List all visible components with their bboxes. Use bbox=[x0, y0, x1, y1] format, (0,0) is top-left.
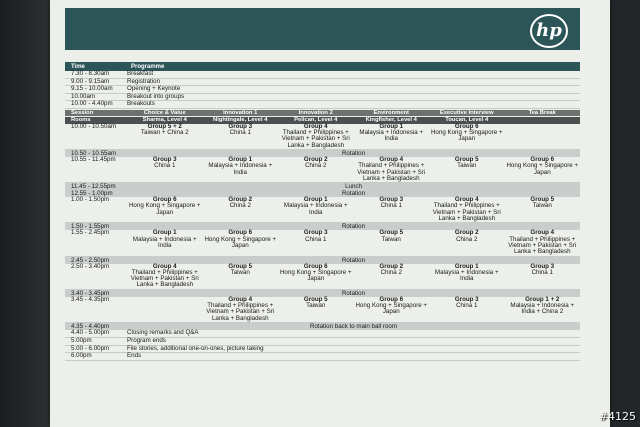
group-cell bbox=[278, 157, 354, 182]
group-countries: Taiwan bbox=[457, 162, 477, 170]
session-name: Environment bbox=[373, 109, 409, 116]
group-cell bbox=[505, 124, 581, 149]
group-name: Group 6 bbox=[530, 155, 555, 163]
group-name: Group 3 bbox=[228, 122, 253, 130]
group-countries: Thailand + Philippines + Vietnam + Pakistan + Sri Lanka + Bangladesh bbox=[432, 202, 501, 223]
break-time: 12.55 - 1.00pm bbox=[71, 190, 113, 198]
intro-time: 9.15 - 10.00am bbox=[71, 85, 113, 93]
group-countries: China 2 bbox=[456, 235, 478, 243]
room-name: Kingfisher, Level 4 bbox=[365, 117, 417, 124]
group-cell bbox=[354, 124, 430, 149]
group-cell bbox=[127, 297, 203, 322]
group-cell bbox=[203, 157, 279, 182]
group-cell bbox=[429, 297, 505, 322]
session-time: 2.50 - 3.40pm bbox=[71, 262, 110, 270]
session-row bbox=[65, 297, 580, 323]
group-countries: China 1 bbox=[380, 202, 402, 210]
group-countries: Thailand + Philippines + Vietnam + Pakistan + Sri Lanka + Bangladesh bbox=[508, 235, 577, 256]
session-time: 3.45 - 4.35pm bbox=[71, 295, 110, 303]
intro-text: Registration bbox=[127, 77, 161, 85]
group-countries: China 1 bbox=[305, 235, 327, 243]
group-name: Group 3 bbox=[530, 262, 555, 270]
room-name: Nightingale, Level 4 bbox=[213, 117, 268, 124]
group-countries: Taiwan bbox=[381, 235, 401, 243]
group-name: Group 1 bbox=[303, 196, 328, 204]
group-cell bbox=[278, 124, 354, 149]
group-countries: Malaysia + Indonesia + India bbox=[434, 268, 499, 283]
session-time: 10.55 - 11.45pm bbox=[71, 155, 116, 163]
group-cell bbox=[354, 230, 430, 255]
group-name: Group 4 bbox=[152, 262, 177, 270]
group-name: Group 5 + 2 bbox=[147, 122, 182, 130]
group-cell bbox=[203, 230, 279, 255]
group-countries: Malaysia + Indonesia + India bbox=[208, 162, 273, 176]
group-name: Group 4 bbox=[530, 229, 555, 237]
group-cell bbox=[278, 197, 354, 222]
session-name: Tea Break bbox=[528, 109, 556, 116]
group-name: Group 3 bbox=[303, 229, 328, 237]
session-time: 1.55 - 2.45pm bbox=[71, 229, 110, 237]
intro-time: 7.30 - 8.30am bbox=[71, 70, 110, 77]
group-name: Group 2 bbox=[454, 229, 479, 237]
session-name: Choice & Value bbox=[143, 109, 186, 116]
programme-header: Programme bbox=[131, 64, 165, 70]
session-time: 10.00 - 10.50am bbox=[71, 122, 117, 130]
group-countries: China 1 bbox=[154, 162, 176, 170]
session-row bbox=[65, 230, 580, 256]
group-countries: Thailand + Philippines + Vietnam + Pakistan + Sri Lanka + Bangladesh bbox=[130, 268, 199, 289]
group-cell bbox=[203, 124, 279, 149]
group-countries: Thailand + Philippines + Vietnam + Pakistan + Sri Lanka + Bangladesh bbox=[206, 302, 275, 322]
group-cell bbox=[429, 230, 505, 255]
group-name: Group 2 bbox=[303, 155, 328, 163]
group-cell bbox=[505, 197, 581, 222]
watermark: #4125 bbox=[598, 410, 636, 423]
break-row bbox=[65, 183, 580, 190]
group-countries: Hong Kong + Singapore + Japan bbox=[355, 302, 428, 316]
group-name: Group 5 bbox=[454, 155, 479, 163]
rooms-label: Rooms bbox=[71, 117, 91, 124]
break-label: Rotation bbox=[341, 289, 366, 297]
group-name: Group 5 bbox=[379, 229, 404, 237]
group-cell bbox=[127, 230, 203, 255]
break-label: Rotation bbox=[341, 149, 366, 157]
closing-text: File stories, additional one-on-ones, picture taking bbox=[127, 344, 264, 352]
session-row bbox=[65, 197, 580, 223]
closing-row bbox=[65, 353, 580, 361]
group-name: Group 3 bbox=[379, 196, 404, 204]
group-name: Group 4 bbox=[228, 295, 253, 303]
group-countries: Hong Kong + Singapore + Japan bbox=[430, 129, 503, 143]
group-countries: Malaysia + Indonesia + India bbox=[359, 129, 424, 143]
group-cell bbox=[278, 297, 354, 322]
group-name: Group 5 bbox=[228, 262, 253, 270]
group-name: Group 1 bbox=[228, 155, 253, 163]
group-cell bbox=[429, 124, 505, 149]
group-name: Group 6 bbox=[379, 295, 404, 303]
session-time: 1.00 - 1.50pm bbox=[71, 196, 110, 204]
group-name: Group 1 bbox=[379, 122, 404, 130]
room-name: Toucan, Level 4 bbox=[445, 117, 489, 124]
group-countries: Thailand + Philippines + Vietnam + Pakistan + Sri Lanka + Bangladesh bbox=[281, 129, 350, 149]
break-label: Rotation bbox=[341, 190, 366, 198]
group-cell bbox=[429, 264, 505, 289]
schedule-sheet bbox=[50, 0, 610, 427]
group-cell bbox=[127, 124, 203, 149]
break-label: Rotation back to main ball room bbox=[309, 322, 397, 330]
group-countries: Hong Kong + Singapore + Japan bbox=[279, 268, 352, 283]
group-countries: Hong Kong + Singapore + Japan bbox=[128, 202, 201, 216]
group-name: Group 6 bbox=[228, 229, 253, 237]
group-name: Group 6 bbox=[454, 122, 479, 130]
group-countries: Taiwan + China 2 bbox=[140, 129, 189, 137]
closing-text: Closing remarks and Q&A bbox=[127, 328, 199, 336]
group-cell bbox=[505, 157, 581, 182]
group-name: Group 1 bbox=[454, 262, 479, 270]
group-cell bbox=[203, 197, 279, 222]
break-time: 2.45 - 2.50pm bbox=[71, 256, 110, 264]
group-name: Group 3 bbox=[454, 295, 479, 303]
group-countries: Malaysia + Indonesia + India bbox=[132, 235, 197, 249]
intro-row bbox=[65, 101, 580, 109]
session-name: Executive Interview bbox=[439, 109, 494, 116]
group-cell bbox=[127, 157, 203, 182]
group-name: Group 1 bbox=[152, 229, 177, 237]
closing-rows bbox=[65, 330, 580, 361]
group-countries: Malaysia + Indonesia + India bbox=[283, 202, 348, 216]
group-cell bbox=[505, 264, 581, 289]
group-countries: China 1 bbox=[229, 129, 251, 137]
schedule-rows bbox=[65, 124, 580, 330]
group-countries: Thailand + Philippines + Vietnam + Pakistan + Sri Lanka + Bangladesh bbox=[357, 162, 426, 182]
break-label: Rotation bbox=[341, 223, 366, 231]
group-name: Group 2 bbox=[379, 262, 404, 270]
hp-logo: hp bbox=[530, 14, 568, 48]
closing-time: 5.00 - 6.00pm bbox=[71, 344, 110, 352]
intro-rows bbox=[65, 71, 580, 109]
session-row bbox=[65, 124, 580, 150]
group-countries: Taiwan bbox=[230, 268, 250, 276]
group-cell bbox=[429, 157, 505, 182]
group-name: Group 4 bbox=[303, 122, 328, 130]
group-name: Group 6 bbox=[152, 196, 177, 204]
group-cell bbox=[354, 264, 430, 289]
group-countries: China 2 bbox=[380, 268, 402, 276]
session-name: Innovation 1 bbox=[223, 109, 258, 116]
group-cell bbox=[278, 230, 354, 255]
group-countries: China 1 bbox=[531, 268, 553, 276]
intro-text: Breakouts bbox=[127, 100, 155, 108]
closing-time: 4.40 - 5.00pm bbox=[71, 328, 110, 336]
room-name: Pelican, Level 4 bbox=[294, 117, 338, 124]
closing-time: 6.00pm bbox=[71, 352, 92, 360]
group-countries: Malaysia + Indonesia + India + China 2 bbox=[510, 302, 575, 316]
group-countries: China 2 bbox=[305, 162, 327, 170]
group-countries: Hong Kong + Singapore + Japan bbox=[506, 162, 579, 176]
intro-time: 9.00 - 9.15am bbox=[71, 77, 110, 85]
session-name: Innovation 2 bbox=[298, 109, 333, 116]
closing-row bbox=[65, 346, 580, 354]
break-label: Lunch bbox=[345, 183, 362, 191]
group-name: Group 2 bbox=[228, 196, 253, 204]
group-cell bbox=[505, 297, 581, 322]
session-row bbox=[65, 264, 580, 290]
session-header-row bbox=[65, 110, 580, 116]
session-row bbox=[65, 157, 580, 183]
group-countries: Hong Kong + Singapore + Japan bbox=[204, 235, 277, 249]
group-cell bbox=[505, 230, 581, 255]
group-countries: Taiwan bbox=[532, 202, 552, 210]
break-time: 11.45 - 12.55pm bbox=[71, 183, 116, 191]
room-name: Sharma, Level 4 bbox=[142, 117, 187, 124]
schedule-table bbox=[65, 64, 580, 361]
break-time: 10.50 - 10.55am bbox=[71, 149, 117, 157]
group-name: Group 6 bbox=[303, 262, 328, 270]
group-cell bbox=[203, 297, 279, 322]
group-name: Group 4 bbox=[454, 196, 479, 204]
break-label: Rotation bbox=[341, 256, 366, 264]
group-name: Group 4 bbox=[379, 155, 404, 163]
intro-text: Breakfast bbox=[127, 70, 154, 77]
break-time: 4.35 - 4.40pm bbox=[71, 322, 110, 330]
group-cell bbox=[127, 197, 203, 222]
closing-text: Program ends bbox=[127, 336, 166, 344]
break-time: 3.40 - 3.45pm bbox=[71, 289, 110, 297]
time-header: Time bbox=[71, 64, 85, 70]
group-cell bbox=[203, 264, 279, 289]
intro-text: Breakout into groups bbox=[127, 92, 185, 100]
group-cell bbox=[354, 157, 430, 182]
group-cell bbox=[354, 297, 430, 322]
group-cell bbox=[429, 197, 505, 222]
intro-time: 10.00 - 4.40pm bbox=[71, 100, 113, 108]
group-countries: Taiwan bbox=[306, 302, 326, 310]
header-banner bbox=[65, 8, 580, 50]
intro-time: 10.00am bbox=[71, 92, 96, 100]
group-name: Group 3 bbox=[152, 155, 177, 163]
group-countries: China 2 bbox=[229, 202, 251, 210]
session-label: Session bbox=[71, 109, 94, 116]
group-name: Group 1 + 2 bbox=[525, 295, 560, 303]
group-cell bbox=[127, 264, 203, 289]
closing-text: Ends bbox=[127, 352, 142, 360]
break-time: 1.50 - 1.55pm bbox=[71, 223, 110, 231]
group-countries: China 1 bbox=[456, 302, 478, 310]
closing-time: 5.00pm bbox=[71, 336, 92, 344]
group-name: Group 5 bbox=[530, 196, 555, 204]
intro-text: Opening + Keynote bbox=[127, 85, 181, 93]
group-cell bbox=[278, 264, 354, 289]
group-cell bbox=[354, 197, 430, 222]
group-name: Group 5 bbox=[303, 295, 328, 303]
